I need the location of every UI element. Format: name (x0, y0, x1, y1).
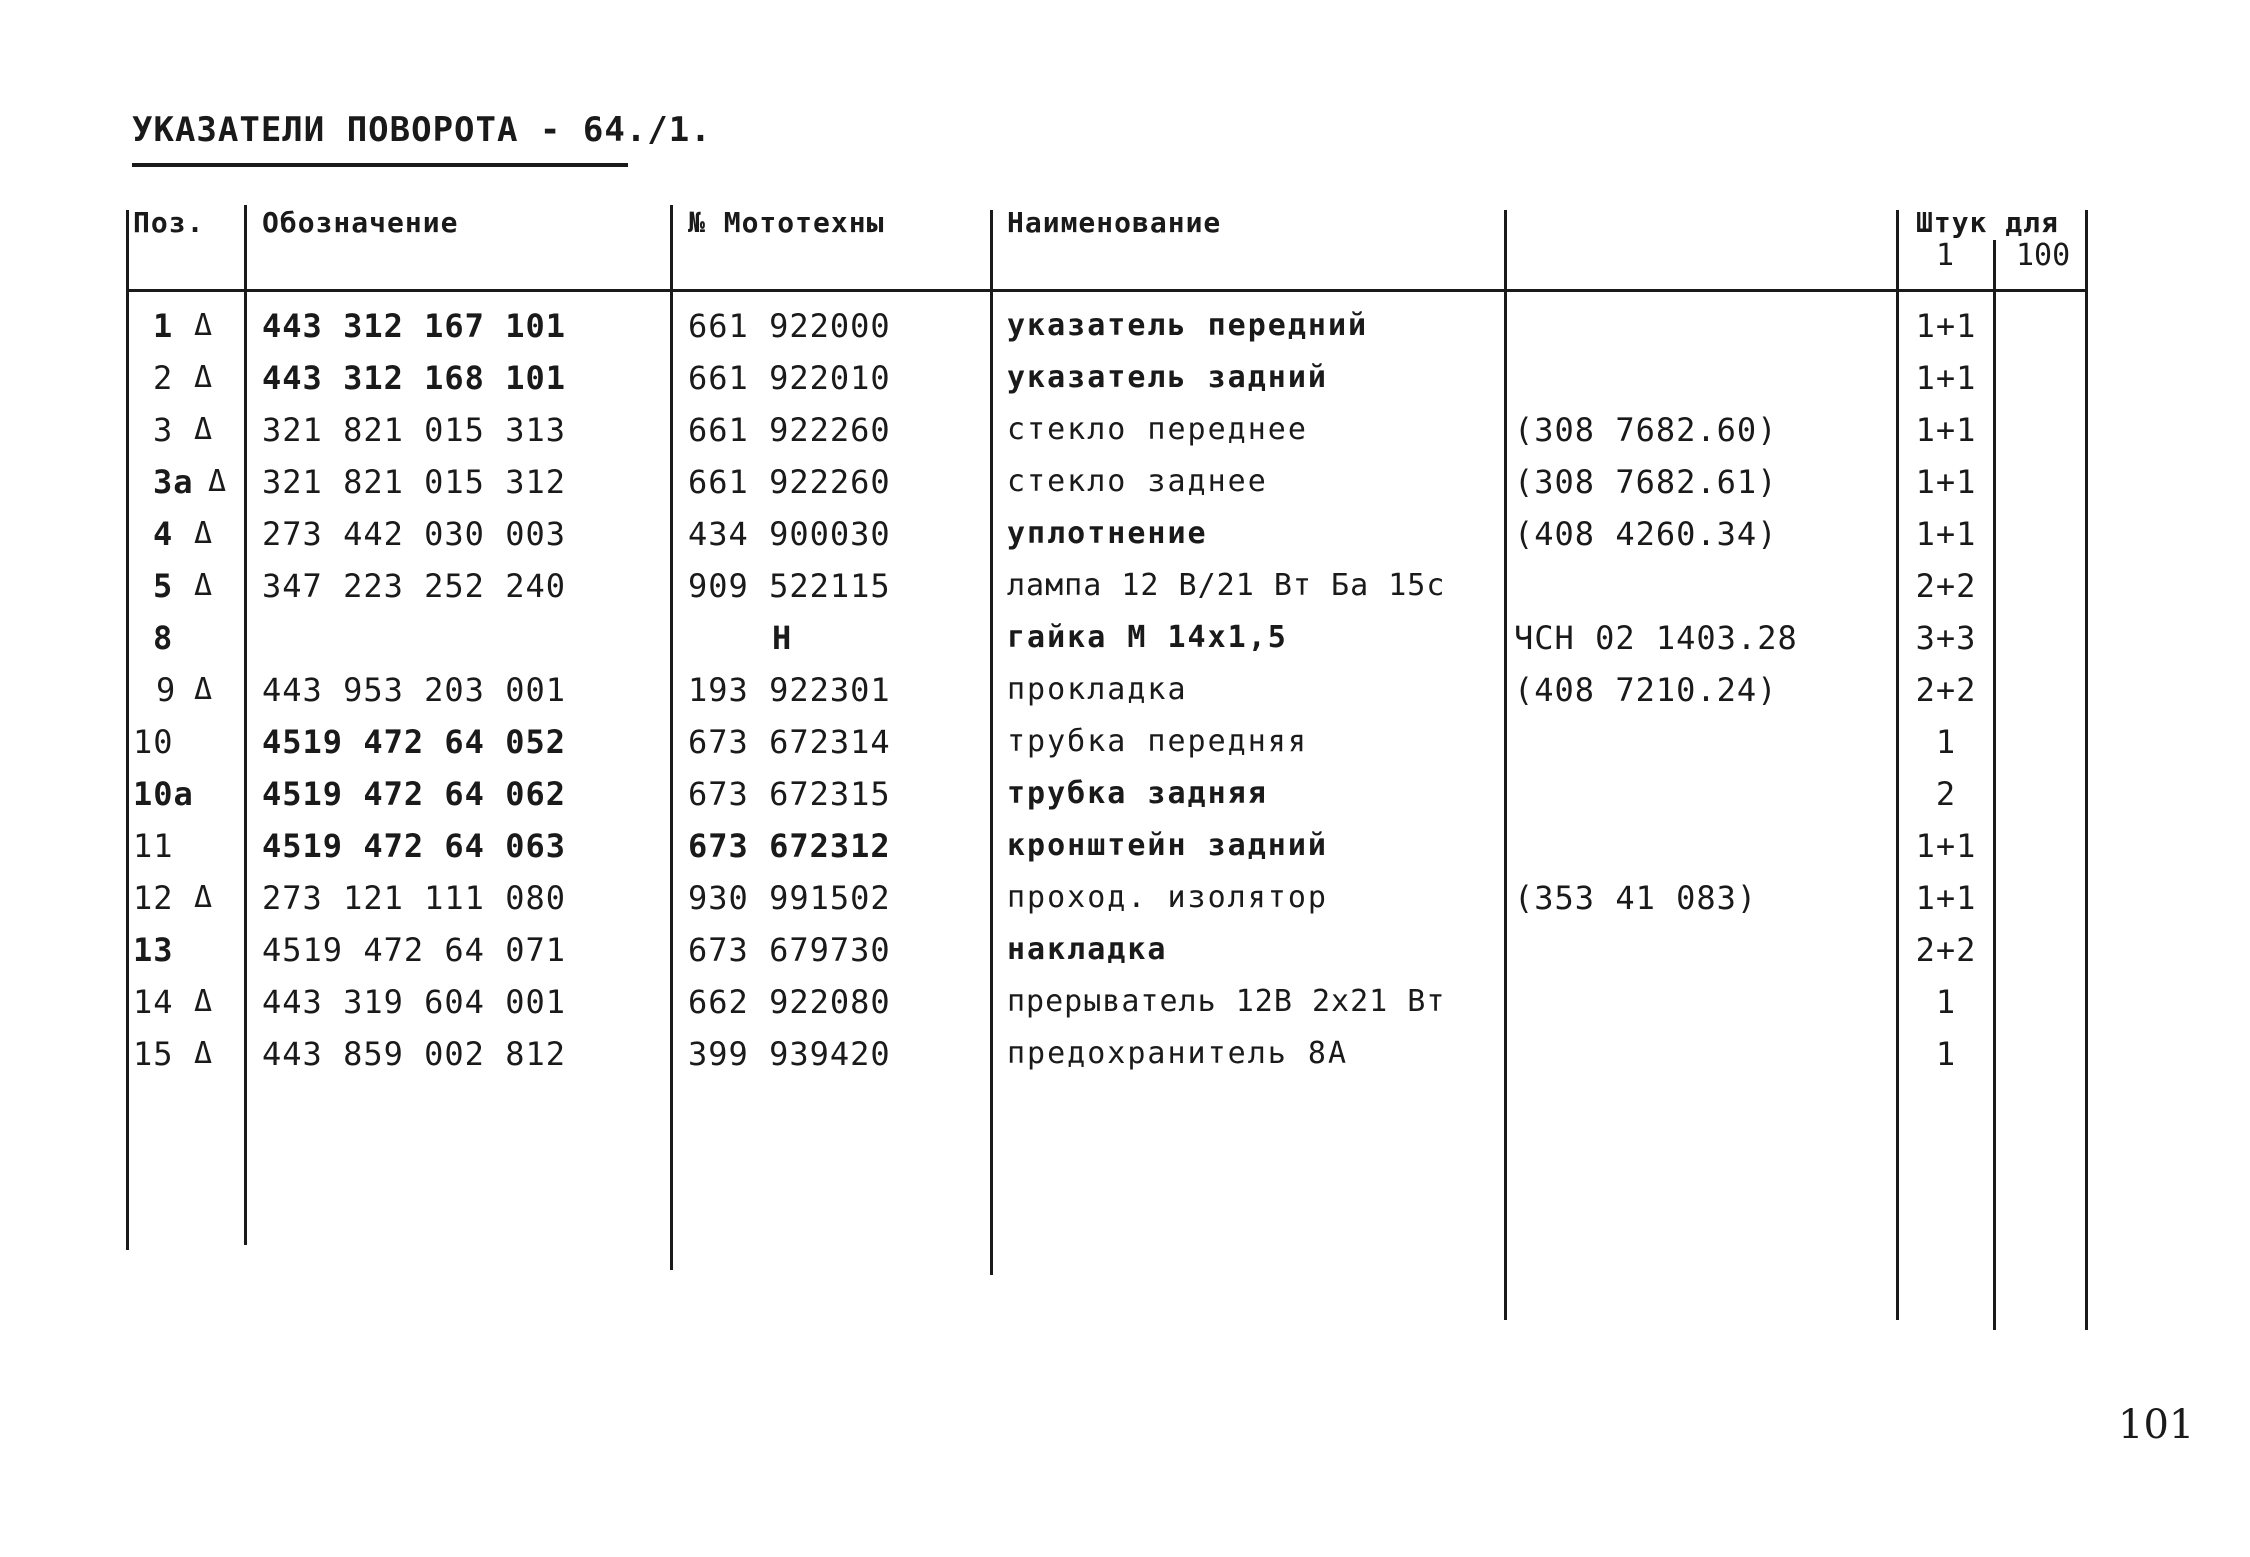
pos-cell: 10 (133, 723, 174, 761)
triangle-icon: Δ (194, 672, 214, 707)
table-row (0, 924, 2250, 976)
header-qty-100: 100 (2016, 238, 2071, 273)
pos-cell: 8 (153, 619, 174, 657)
designation-cell: 273 442 030 003 (262, 515, 566, 553)
table-row (0, 716, 2250, 768)
designation-cell: 273 121 111 080 (262, 879, 566, 917)
qty-cell: 1 (1935, 1035, 1957, 1073)
triangle-icon: Δ (194, 412, 214, 447)
pos-cell: 14 (133, 983, 174, 1021)
pos-cell: 15 (133, 1035, 174, 1073)
reference-cell: (408 7210.24) (1514, 671, 1778, 709)
pos-cell: 2 (153, 359, 174, 397)
designation-cell: 443 312 167 101 (262, 307, 566, 345)
qty-cell: 2+2 (1915, 671, 1977, 709)
header-rule (128, 289, 2086, 292)
designation-cell: 4519 472 64 071 (262, 931, 566, 969)
pos-cell: 3 (153, 411, 174, 449)
page-number: 101 (2118, 1402, 2195, 1448)
pos-cell: 5 (153, 567, 174, 605)
designation-cell: 443 953 203 001 (262, 671, 566, 709)
qty-cell: 1 (1935, 723, 1957, 761)
qty-cell: 1+1 (1915, 879, 1977, 917)
page-title: УКАЗАТЕЛИ ПОВОРОТА - 64./1. (132, 110, 712, 150)
header-name: Наименование (1007, 206, 1222, 239)
mototechna-cell: 662 922080 (688, 983, 891, 1021)
mototechna-cell: 930 991502 (688, 879, 891, 917)
title-underline (132, 163, 628, 167)
reference-cell: (308 7682.61) (1514, 463, 1778, 501)
triangle-icon: Δ (194, 1036, 214, 1071)
table-row (0, 612, 2250, 664)
table-row (0, 404, 2250, 456)
reference-cell: (408 4260.34) (1514, 515, 1778, 553)
triangle-icon: Δ (194, 568, 214, 603)
table-row (0, 664, 2250, 716)
mototechna-cell: 661 922260 (688, 463, 891, 501)
designation-cell: 347 223 252 240 (262, 567, 566, 605)
table-row (0, 820, 2250, 872)
name-cell: указатель задний (1007, 360, 1328, 395)
name-cell: стекло переднее (1007, 412, 1308, 447)
name-cell: накладка (1007, 932, 1168, 967)
mototechna-cell: 673 679730 (688, 931, 891, 969)
name-cell: уплотнение (1007, 516, 1208, 551)
header-pos: Поз. (133, 206, 205, 239)
designation-cell: 321 821 015 313 (262, 411, 566, 449)
name-cell: кронштейн задний (1007, 828, 1328, 863)
reference-cell: ЧСН 02 1403.28 (1514, 619, 1798, 657)
qty-cell: 1+1 (1915, 827, 1977, 865)
pos-cell: 9 (156, 671, 177, 709)
designation-cell: 443 319 604 001 (262, 983, 566, 1021)
table-row (0, 1028, 2250, 1080)
header-designation: Обозначение (262, 206, 459, 239)
triangle-icon: Δ (194, 984, 214, 1019)
name-cell: проход. изолятор (1007, 880, 1328, 915)
name-cell: стекло заднее (1007, 464, 1268, 499)
qty-cell: 1+1 (1915, 463, 1977, 501)
qty-cell: 2+2 (1915, 931, 1977, 969)
triangle-icon: Δ (194, 360, 214, 395)
mototechna-cell: 661 922010 (688, 359, 891, 397)
mototechna-cell: 434 900030 (688, 515, 891, 553)
designation-cell: 443 859 002 812 (262, 1035, 566, 1073)
qty-cell: 1+1 (1915, 411, 1977, 449)
designation-cell: 4519 472 64 063 (262, 827, 566, 865)
pos-cell: 13 (133, 931, 174, 969)
header-qty: Штук для (1916, 206, 2059, 239)
table-row (0, 560, 2250, 612)
reference-cell: (353 41 083) (1514, 879, 1758, 917)
name-cell: гайка М 14х1,5 (1007, 620, 1288, 655)
table-row (0, 872, 2250, 924)
header-mototechna: № Мототехны (688, 206, 885, 239)
table-row (0, 976, 2250, 1028)
table-row (0, 508, 2250, 560)
name-cell: прокладка (1007, 672, 1188, 707)
table-row (0, 768, 2250, 820)
name-cell: указатель передний (1007, 308, 1369, 343)
triangle-icon: Δ (194, 308, 214, 343)
mototechna-cell: 193 922301 (688, 671, 891, 709)
mototechna-cell: 399 939420 (688, 1035, 891, 1073)
name-cell: предохранитель 8А (1007, 1036, 1349, 1071)
designation-cell: 321 821 015 312 (262, 463, 566, 501)
qty-cell: 1+1 (1915, 515, 1977, 553)
triangle-icon: Δ (194, 516, 214, 551)
table-row (0, 300, 2250, 352)
mototechna-cell: 661 922000 (688, 307, 891, 345)
qty-cell: 3+3 (1915, 619, 1977, 657)
name-cell: трубка задняя (1007, 776, 1268, 811)
pos-cell: 11 (133, 827, 174, 865)
mototechna-cell: 661 922260 (688, 411, 891, 449)
qty-cell: 1+1 (1915, 307, 1977, 345)
qty-cell: 2+2 (1915, 567, 1977, 605)
name-cell: прерыватель 12В 2х21 Вт (1007, 984, 1446, 1019)
mototechna-cell: 673 672315 (688, 775, 891, 813)
mototechna-cell: 909 522115 (688, 567, 891, 605)
qty-cell: 2 (1935, 775, 1957, 813)
table-row (0, 456, 2250, 508)
pos-cell: 3a (153, 463, 194, 501)
pos-cell: 10a (133, 775, 194, 813)
qty-cell: 1 (1935, 983, 1957, 1021)
pos-cell: 1 (153, 307, 174, 345)
designation-cell: 4519 472 64 062 (262, 775, 566, 813)
pos-cell: 4 (153, 515, 174, 553)
name-cell: лампа 12 В/21 Вт Ба 15с (1007, 568, 1446, 603)
reference-cell: (308 7682.60) (1514, 411, 1778, 449)
mototechna-cell: 673 672312 (688, 827, 891, 865)
mototechna-cell: Н (772, 619, 793, 657)
table-row (0, 352, 2250, 404)
designation-cell: 443 312 168 101 (262, 359, 566, 397)
mototechna-cell: 673 672314 (688, 723, 891, 761)
name-cell: трубка передняя (1007, 724, 1308, 759)
triangle-icon: Δ (208, 464, 228, 499)
designation-cell: 4519 472 64 052 (262, 723, 566, 761)
triangle-icon: Δ (194, 880, 214, 915)
header-qty-1: 1 (1936, 238, 1955, 273)
pos-cell: 12 (133, 879, 174, 917)
qty-cell: 1+1 (1915, 359, 1977, 397)
